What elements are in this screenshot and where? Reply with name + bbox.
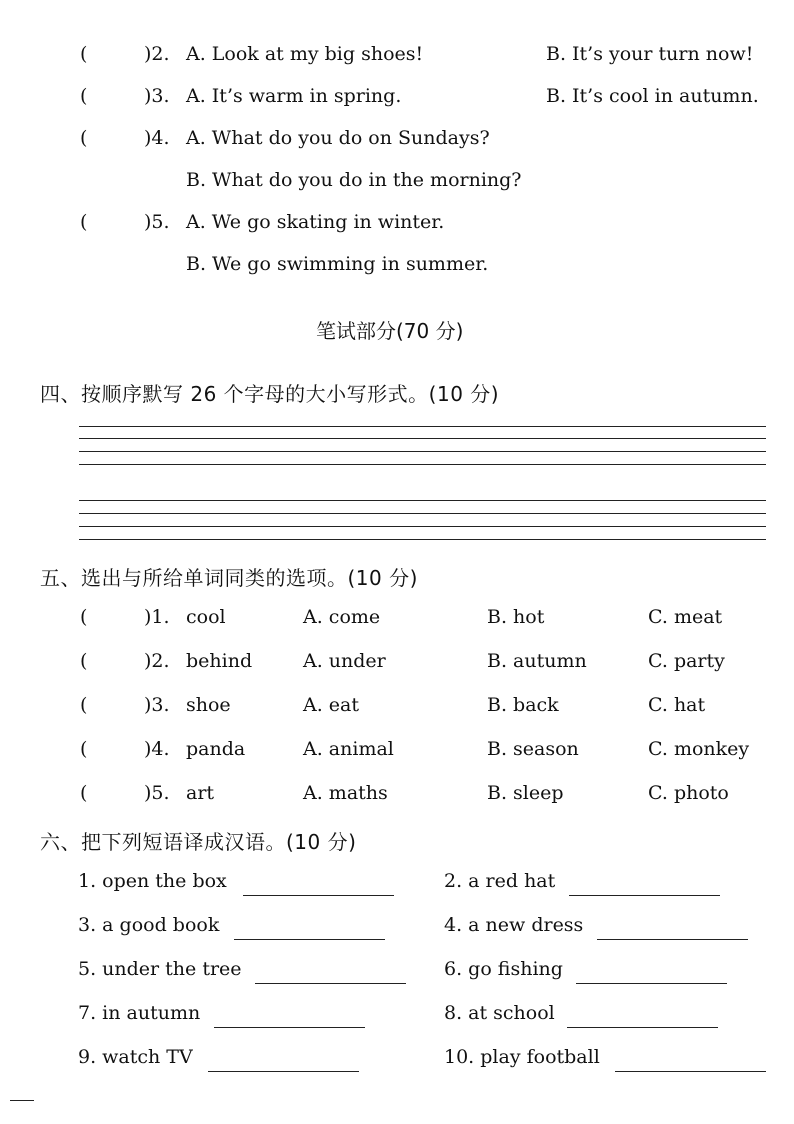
given-word: panda (186, 738, 246, 760)
phrase-9: 9. watch TV (78, 1046, 193, 1068)
section5-item-5 (0, 782, 794, 812)
section3-item-4-b (0, 169, 794, 199)
answer-blank[interactable] (234, 939, 385, 940)
phrase-8: 8. at school (444, 1002, 555, 1024)
answer-paren: ( (80, 694, 88, 716)
phrase-6: 6. go fishing (444, 958, 563, 980)
option-a: A. Look at my big shoes! (186, 43, 424, 65)
writing-line (79, 426, 766, 427)
option-b: B. What do you do in the morning? (186, 169, 522, 191)
option-a: A. animal (303, 738, 394, 760)
section3-item-5 (0, 211, 794, 241)
option-b: B. season (487, 738, 579, 760)
option-c: C. photo (648, 782, 729, 804)
section5-item-1 (0, 606, 794, 636)
section3-item-2 (0, 43, 794, 73)
option-a: A. come (303, 606, 381, 628)
section5-item-4 (0, 738, 794, 768)
answer-blank[interactable] (569, 895, 720, 896)
item-number: )3. (144, 694, 170, 716)
section4-title: 四、按顺序默写 26 个字母的大小写形式。(10 分) (40, 382, 500, 406)
option-c: C. meat (648, 606, 723, 628)
footer-rule (10, 1100, 34, 1101)
answer-paren: ( (80, 782, 88, 804)
answer-paren: ( (80, 606, 88, 628)
writing-line (79, 500, 766, 501)
answer-blank[interactable] (243, 895, 394, 896)
writing-line (79, 464, 766, 465)
phrase-2: 2. a red hat (444, 870, 556, 892)
option-a: A. maths (303, 782, 388, 804)
item-number: )5. (144, 211, 170, 233)
section3-item-4 (0, 127, 794, 157)
phrase-4: 4. a new dress (444, 914, 584, 936)
option-b: B. hot (487, 606, 545, 628)
item-number: )1. (144, 606, 170, 628)
option-b: B. We go swimming in summer. (186, 253, 489, 275)
option-a: A. We go skating in winter. (186, 211, 445, 233)
option-a: A. What do you do on Sundays? (186, 127, 490, 149)
option-b: B. It’s your turn now! (546, 43, 754, 65)
item-number: )4. (144, 127, 170, 149)
answer-blank[interactable] (567, 1027, 718, 1028)
answer-paren: ( (80, 211, 88, 233)
answer-paren: ( (80, 85, 88, 107)
option-b: B. sleep (487, 782, 564, 804)
writing-line (79, 438, 766, 439)
answer-paren: ( (80, 43, 88, 65)
answer-paren: ( (80, 127, 88, 149)
item-number: )4. (144, 738, 170, 760)
given-word: shoe (186, 694, 231, 716)
option-b: B. autumn (487, 650, 587, 672)
writing-line (79, 513, 766, 514)
option-c: C. monkey (648, 738, 750, 760)
section5-item-2 (0, 650, 794, 680)
writing-line (79, 526, 766, 527)
phrase-5: 5. under the tree (78, 958, 242, 980)
option-a: A. It’s warm in spring. (186, 85, 402, 107)
written-part-title: 笔试部分(70 分) (316, 319, 464, 343)
answer-paren: ( (80, 738, 88, 760)
section6-title: 六、把下列短语译成汉语。(10 分) (40, 830, 357, 854)
phrase-7: 7. in autumn (78, 1002, 201, 1024)
writing-line (79, 451, 766, 452)
answer-blank[interactable] (597, 939, 748, 940)
option-b: B. It’s cool in autumn. (546, 85, 759, 107)
answer-blank[interactable] (208, 1071, 359, 1072)
answer-blank[interactable] (576, 983, 727, 984)
item-number: )5. (144, 782, 170, 804)
phrase-1: 1. open the box (78, 870, 227, 892)
answer-blank[interactable] (255, 983, 406, 984)
writing-line (79, 539, 766, 540)
section5-item-3 (0, 694, 794, 724)
answer-blank[interactable] (214, 1027, 365, 1028)
option-c: C. hat (648, 694, 706, 716)
section3-item-5-b (0, 253, 794, 283)
phrase-3: 3. a good book (78, 914, 220, 936)
item-number: )3. (144, 85, 170, 107)
section3-item-3 (0, 85, 794, 115)
answer-paren: ( (80, 650, 88, 672)
phrase-10: 10. play football (444, 1046, 600, 1068)
option-a: A. under (303, 650, 386, 672)
item-number: )2. (144, 43, 170, 65)
given-word: cool (186, 606, 226, 628)
given-word: behind (186, 650, 253, 672)
given-word: art (186, 782, 215, 804)
option-b: B. back (487, 694, 559, 716)
answer-blank[interactable] (615, 1071, 766, 1072)
item-number: )2. (144, 650, 170, 672)
option-c: C. party (648, 650, 725, 672)
option-a: A. eat (303, 694, 360, 716)
section5-title: 五、选出与所给单词同类的选项。(10 分) (40, 566, 418, 590)
